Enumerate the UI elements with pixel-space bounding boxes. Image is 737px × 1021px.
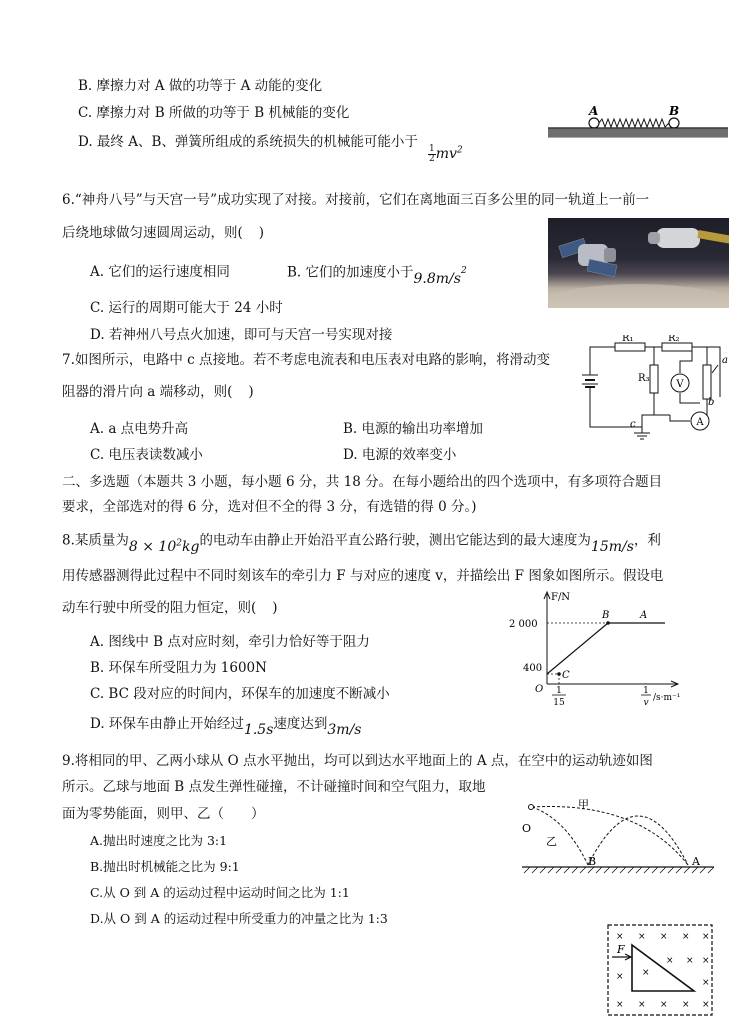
yi-trajectory-bounce [588,816,688,865]
svg-text:×: × [638,1000,646,1010]
q6-option-d: D. 若神州八号点火加速，即可与天宫一号实现对接 [90,327,393,343]
q8-stem-line3: 动车行驶中所受的阻力恒定，则( ) [62,600,278,616]
point-o-label: O [522,822,532,835]
q5-option-b: B. 摩擦力对 A 做的功等于 A 动能的变化 [78,78,323,94]
svg-text:×: × [666,956,674,966]
section2-header-line2: 要求，全部选对的得 6 分，选对但不全的得 3 分，有选错的得 0 分。) [62,499,477,515]
block-b-label: B [669,104,680,118]
x-tick-den: 15 [553,698,565,708]
ammeter-label: A [696,417,704,428]
q9-option-c: C.从 O 到 A 的运动过程中运动时间之比为 1:1 [90,885,350,900]
q6-stem-line1: 6.“神舟八号”与天宫一号”成功实现了对接。对接前，它们在离地面三百多公里的同一轨道上一前一 [62,192,650,208]
svg-text:×: × [702,932,710,942]
q5-option-d-formula: $\frac{1}{2}mv^2$ [429,144,463,164]
q8-option-c: C. BC 段对应的时间内，环保车的加速度不断减小 [90,686,390,702]
q5-option-c: C. 摩擦力对 B 所做的功等于 B 机械能的变化 [78,105,350,121]
q10-magnetic-field-figure [606,923,714,1017]
svg-text:×: × [638,932,646,942]
section2-header-line1: 二、多选题（本题共 3 小题，每小题 6 分，共 18 分。在每小题给出的四个选项中，有多项符合题目 [62,474,663,490]
q6-option-b: B. 它们的加速度小于$9.8m/s^2$ [287,264,467,287]
q9-option-a: A.抛出时速度之比为 3:1 [90,833,228,848]
q7-option-d: D. 电源的效率变小 [343,447,457,463]
q6-option-c: C. 运行的周期可能大于 24 小时 [90,300,283,316]
svg-text:×: × [616,972,624,982]
point-c-marker [557,672,561,676]
origin-label: O [535,684,544,695]
point-a-label: A [640,610,648,621]
q7-option-c: C. 电压表读数减小 [90,447,203,463]
q8-option-b: B. 环保车所受阻力为 1600N [90,660,267,676]
force-label: F [617,943,625,956]
svg-text:×: × [682,1000,690,1010]
shenzhou-spacecraft-icon [559,238,617,277]
q8-stem-line2: 用传感器测得此过程中不同时刻该车的牵引力 F 与对应的速度 v，并描绘出 F 图象如图所示。假设电 [62,568,664,584]
x-tick-num: 1 [556,686,562,696]
block-a-label: A [589,104,599,118]
yi-label: 乙 [546,835,557,848]
point-a-label: A [692,855,700,868]
q8-stem-line1: 8.某质量为$8 \times 10^2kg$的电动车由静止开始沿平直公路行驶，测出它能达到的最大速度为15m/s，利 [62,532,661,555]
spacecraft-photo [548,218,729,308]
y-axis-label: F/N [551,592,571,603]
q6-option-a: A. 它们的运行速度相同 [90,264,230,280]
x-axis-den: v [643,698,649,708]
point-a-label: a [722,355,728,366]
yi-trajectory-first [532,807,588,865]
q8-option-d: D. 环保车由静止开始经过1.5s速度达到3m/s [90,716,362,738]
q7-stem-line1: 7.如图所示，电路中 c 点接地。若不考虑电流表和电压表对电路的影响，将滑动变 [62,352,551,368]
r2-label: R₂ [668,335,680,344]
q7-option-a: A. a 点电势升高 [90,421,189,437]
q9-option-d: D.从 O 到 A 的运动过程中所受重力的冲量之比为 1:3 [90,911,388,926]
q5-option-d: D. 最终 A、B、弹簧所组成的系统损失的机械能可能小于 [78,134,418,150]
point-c-label: C [562,670,570,681]
svg-text:×: × [616,1000,624,1010]
voltmeter-label: V [676,379,684,390]
svg-text:×: × [702,1000,710,1010]
q9-stem-line2: 所示。乙球与地面 B 点发生弹性碰撞，不计碰撞时间和空气阻力，取地 [62,779,486,795]
point-b-marker [606,621,610,625]
x-axis-unit: /s·m⁻¹ [653,693,681,703]
q9-stem-line3: 面为零势能面，则甲、乙（ ） [62,806,265,822]
svg-text:×: × [702,978,710,988]
q7-circuit-figure [570,335,732,441]
svg-text:×: × [702,956,710,966]
point-c-label: c [630,419,636,430]
r1-label: R₁ [622,335,634,344]
svg-text:×: × [642,968,650,978]
svg-text:×: × [660,1000,668,1010]
segment-bc [547,623,608,674]
q9-stem-line1: 9.将相同的甲、乙两小球从 O 点水平抛出，均可以到达水平地面上的 A 点，在空中的运动轨迹如图 [62,753,653,769]
q7-stem-line2: 阻器的滑片向 a 端移动，则( ) [62,384,254,400]
q9-option-b: B.抛出时机械能之比为 9:1 [90,859,240,874]
svg-text:×: × [686,956,694,966]
q8-option-a: A. 图线中 B 点对应时刻，牵引力恰好等于阻力 [90,634,370,650]
svg-text:×: × [682,932,690,942]
q5-spring-figure [548,100,728,142]
svg-text:×: × [660,932,668,942]
field-crosses [616,932,710,1010]
r3-label: R₃ [638,373,650,384]
q8-force-graph [505,588,690,710]
q9-trajectory-figure [518,795,718,879]
jia-label: 甲 [578,798,589,811]
point-b-label: B [588,855,597,868]
tick-400: 400 [523,663,543,674]
point-b-label: B [602,610,610,621]
q7-option-b: B. 电源的输出功率增加 [343,421,484,437]
svg-text:×: × [616,932,624,942]
tiangong-module-icon [648,228,729,248]
q6-stem-line2: 后绕地球做匀速圆周运动，则( ) [62,225,265,241]
tick-2000: 2 000 [509,619,538,630]
point-b-label: b [708,397,715,408]
x-axis-num: 1 [643,686,649,696]
